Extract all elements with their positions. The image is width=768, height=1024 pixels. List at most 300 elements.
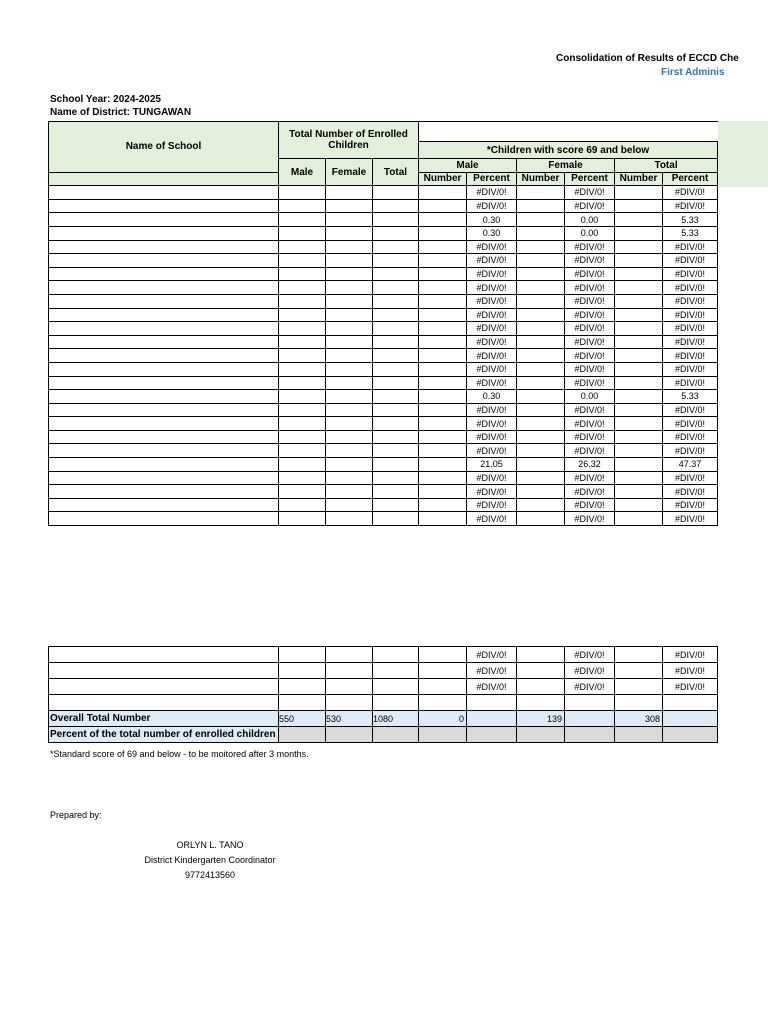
table-cell [419,186,467,200]
male-percent-header: Percent [467,172,517,186]
table-cell [326,226,373,240]
table-cell [419,663,467,679]
percent-cell: #DIV/0! [663,498,718,512]
table-cell [326,240,373,254]
table-cell [326,444,373,458]
table-row [49,417,718,431]
prepared-by-label: Prepared by: [50,810,102,820]
table-row [49,213,718,227]
sub-male-header: Male [419,159,517,173]
table-cell [373,362,419,376]
percent-cell: #DIV/0! [663,281,718,295]
pct-cell [615,727,663,743]
table-row [49,349,718,363]
table-cell [419,695,467,711]
pct-cell [279,727,326,743]
table-cell [419,444,467,458]
percent-cell: #DIV/0! [663,417,718,431]
percent-cell: #DIV/0! [565,403,615,417]
table-cell [373,485,419,499]
percent-cell: #DIV/0! [565,254,615,268]
table-cell [517,679,565,695]
table-cell [419,430,467,444]
table-cell [279,254,326,268]
percent-cell [663,695,718,711]
percent-cell: #DIV/0! [565,679,615,695]
sub-female-header: Female [517,159,615,173]
percent-cell: #DIV/0! [663,376,718,390]
table-row [49,240,718,254]
table-cell [279,390,326,404]
table-cell [419,647,467,663]
table-cell [615,322,663,336]
table-cell [517,647,565,663]
percent-cell: #DIV/0! [467,267,517,281]
percent-cell: #DIV/0! [663,308,718,322]
table-cell [326,213,373,227]
percent-cell: #DIV/0! [467,417,517,431]
enrolled-children-header: Total Number of Enrolled Children [279,122,419,159]
percent-cell: #DIV/0! [565,294,615,308]
table-cell [517,390,565,404]
table-cell [326,679,373,695]
table-cell [279,213,326,227]
total-number-header: Number [615,172,663,186]
table-cell [279,308,326,322]
table-row [49,376,718,390]
percent-cell: #DIV/0! [565,186,615,200]
table-cell [615,362,663,376]
name-of-school-header: Name of School [49,122,279,173]
table-cell [517,294,565,308]
table-cell [279,281,326,295]
table-cell [279,647,326,663]
table-cell [279,417,326,431]
percent-cell: #DIV/0! [663,362,718,376]
table-row [49,430,718,444]
pct-cell [326,727,373,743]
percent-cell: #DIV/0! [467,403,517,417]
table-cell [517,199,565,213]
percent-cell: #DIV/0! [663,199,718,213]
table-row [49,444,718,458]
school-name-cell [49,322,279,336]
percent-cell: 26.32 [565,458,615,472]
table-row [49,362,718,376]
male-header: Male [279,159,326,186]
table-cell [419,349,467,363]
total-female-percent-cell [565,711,615,727]
percent-enrolled-label: Percent of the total number of enrolled children [49,727,279,743]
table-cell [326,349,373,363]
table-cell [279,322,326,336]
table-row [49,663,718,679]
table-row [49,294,718,308]
male-number-header: Number [419,172,467,186]
table-cell [419,213,467,227]
school-name-cell [49,349,279,363]
table-cell [326,199,373,213]
school-name-cell [49,403,279,417]
percent-cell: #DIV/0! [663,335,718,349]
school-name-cell [49,240,279,254]
percent-cell: #DIV/0! [467,362,517,376]
table-cell [419,498,467,512]
table-row [49,281,718,295]
table-row [49,199,718,213]
percent-cell: #DIV/0! [565,430,615,444]
percent-cell: #DIV/0! [467,294,517,308]
percent-cell: #DIV/0! [663,349,718,363]
table-row [49,647,718,663]
percent-cell: #DIV/0! [467,679,517,695]
percent-cell: #DIV/0! [467,240,517,254]
percent-cell: #DIV/0! [663,186,718,200]
header-fill-extension [717,121,768,187]
pct-cell [663,727,718,743]
table-cell [326,335,373,349]
table-cell [615,335,663,349]
table-cell [326,485,373,499]
table-cell [517,512,565,526]
table-cell [615,417,663,431]
percent-cell: #DIV/0! [663,322,718,336]
table-cell [419,294,467,308]
percent-cell: #DIV/0! [467,512,517,526]
school-name-cell [49,186,279,200]
school-year: School Year: 2024-2025 [50,94,161,105]
table-cell [517,403,565,417]
table-cell [615,430,663,444]
percent-cell: #DIV/0! [467,444,517,458]
table-cell [419,226,467,240]
score-group-header: *Children with score 69 and below [419,142,718,159]
percent-cell: #DIV/0! [663,663,718,679]
table-cell [373,444,419,458]
table-cell [373,512,419,526]
percent-cell: #DIV/0! [663,430,718,444]
table-cell [373,430,419,444]
table-cell [373,335,419,349]
percent-cell: #DIV/0! [663,485,718,499]
school-name-cell [49,679,279,695]
percent-cell [565,695,615,711]
school-name-cell [49,308,279,322]
table-cell [615,485,663,499]
percent-cell: #DIV/0! [663,254,718,268]
table-cell [279,199,326,213]
table-cell [326,186,373,200]
table-cell [615,213,663,227]
percent-cell: #DIV/0! [467,199,517,213]
school-name-cell [49,498,279,512]
percent-cell: 0.30 [467,390,517,404]
table-cell [517,458,565,472]
total-female-number-cell: 139 [517,711,565,727]
percent-cell: #DIV/0! [663,679,718,695]
table-cell [279,679,326,695]
table-cell [615,308,663,322]
table-cell [373,471,419,485]
table-cell [373,186,419,200]
table-row [49,267,718,281]
table-cell [326,294,373,308]
table-cell [279,485,326,499]
percent-cell: #DIV/0! [467,186,517,200]
total-header: Total [373,159,419,186]
percent-cell: #DIV/0! [565,417,615,431]
table-cell [279,512,326,526]
signatory-position: District Kindergarten Coordinator [144,855,276,865]
percent-cell: #DIV/0! [565,362,615,376]
name-spacer-cell [49,172,279,186]
table-cell [419,267,467,281]
signatory-phone: 9772413560 [184,870,236,880]
table-cell [517,498,565,512]
school-name-cell [49,695,279,711]
school-name-cell [49,254,279,268]
table-row [49,458,718,472]
percent-cell: #DIV/0! [467,485,517,499]
table-cell [517,471,565,485]
school-name-cell [49,376,279,390]
percent-cell: #DIV/0! [663,240,718,254]
total-female-cell: 530 [326,711,373,727]
table-cell [279,403,326,417]
percent-cell: #DIV/0! [565,349,615,363]
results-table [48,121,718,526]
percent-cell: 5.33 [663,213,718,227]
table-cell [615,390,663,404]
table-cell [419,417,467,431]
percent-cell: #DIV/0! [467,430,517,444]
table-cell [279,335,326,349]
percent-cell: #DIV/0! [565,471,615,485]
percent-cell: #DIV/0! [467,254,517,268]
pct-cell [467,727,517,743]
table-row [49,322,718,336]
table-cell [373,647,419,663]
table-cell [615,679,663,695]
percent-cell: #DIV/0! [565,281,615,295]
percent-cell: 5.33 [663,390,718,404]
school-name-cell [49,663,279,679]
table-row [49,335,718,349]
school-name-cell [49,647,279,663]
table-row [49,226,718,240]
table-cell [615,663,663,679]
table-cell [279,458,326,472]
pct-cell [565,727,615,743]
percent-cell: 0.00 [565,213,615,227]
table-cell [615,294,663,308]
table-row [49,254,718,268]
percent-cell: #DIV/0! [663,267,718,281]
footnote: *Standard score of 69 and below - to be moitored after 3 months. [50,749,309,759]
female-percent-header: Percent [565,172,615,186]
table-cell [326,663,373,679]
percent-cell: #DIV/0! [467,663,517,679]
table-cell [373,294,419,308]
table-cell [419,679,467,695]
table-cell [615,444,663,458]
total-male-percent-cell [467,711,517,727]
total-total-number-cell: 308 [615,711,663,727]
table-cell [373,695,419,711]
total-total-cell: 1080 [373,711,419,727]
table-cell [326,403,373,417]
percent-cell: #DIV/0! [663,647,718,663]
percent-cell: 0.30 [467,226,517,240]
table-cell [419,390,467,404]
overall-total-label: Overall Total Number [49,711,279,727]
percent-cell: #DIV/0! [565,647,615,663]
table-row [49,308,718,322]
table-cell [419,335,467,349]
table-cell [373,254,419,268]
table-cell [326,362,373,376]
table-cell [615,349,663,363]
table-cell [326,267,373,281]
table-cell [373,376,419,390]
table-cell [615,281,663,295]
percent-cell: #DIV/0! [565,322,615,336]
results-table-lower [48,646,718,743]
table-cell [615,471,663,485]
school-name-cell [49,417,279,431]
table-cell [517,213,565,227]
school-name-cell [49,199,279,213]
school-name-cell [49,458,279,472]
table-cell [279,226,326,240]
sub-total-header: Total [615,159,718,173]
percent-cell: #DIV/0! [467,376,517,390]
table-cell [419,376,467,390]
table-row [49,512,718,526]
total-male-number-cell: 0 [419,711,467,727]
table-row [49,695,718,711]
percent-cell: #DIV/0! [467,498,517,512]
table-cell [419,308,467,322]
table-cell [517,485,565,499]
table-cell [279,498,326,512]
table-cell [326,647,373,663]
table-cell [326,254,373,268]
table-cell [326,498,373,512]
table-cell [326,308,373,322]
percent-cell [467,695,517,711]
table-cell [373,213,419,227]
table-cell [517,430,565,444]
table-cell [279,362,326,376]
table-cell [373,240,419,254]
percent-cell: #DIV/0! [663,471,718,485]
table-cell [419,485,467,499]
school-name-cell [49,281,279,295]
table-cell [373,322,419,336]
percent-cell: #DIV/0! [565,485,615,499]
signatory-name: ORLYN L. TANO [176,840,244,850]
total-total-percent-cell [663,711,718,727]
table-cell [419,362,467,376]
percent-cell: #DIV/0! [467,647,517,663]
percent-cell: 0.00 [565,226,615,240]
percent-cell: #DIV/0! [565,240,615,254]
table-cell [373,199,419,213]
table-cell [373,498,419,512]
school-name-cell [49,267,279,281]
percent-cell: #DIV/0! [467,349,517,363]
table-cell [373,308,419,322]
table-cell [373,679,419,695]
table-cell [615,226,663,240]
report-subtitle: First Adminis [661,67,725,78]
table-cell [279,471,326,485]
table-cell [517,186,565,200]
table-cell [279,294,326,308]
table-cell [517,349,565,363]
school-name-cell [49,485,279,499]
district-name: Name of District: TUNGAWAN [50,107,192,118]
table-cell [615,647,663,663]
percent-cell: #DIV/0! [565,335,615,349]
table-cell [373,663,419,679]
percent-cell: #DIV/0! [565,376,615,390]
school-name-cell [49,430,279,444]
pct-cell [419,727,467,743]
table-cell [279,695,326,711]
table-cell [279,663,326,679]
table-cell [517,695,565,711]
table-cell [326,695,373,711]
table-cell [326,390,373,404]
table-row [49,390,718,404]
percent-cell: 0.30 [467,213,517,227]
percent-cell: #DIV/0! [565,444,615,458]
table-cell [517,376,565,390]
table-cell [373,281,419,295]
table-cell [326,512,373,526]
total-percent-header: Percent [663,172,718,186]
table-cell [373,267,419,281]
percent-cell: 47.37 [663,458,718,472]
pct-cell [373,727,419,743]
table-cell [326,458,373,472]
table-cell [326,376,373,390]
table-cell [517,267,565,281]
table-cell [419,403,467,417]
table-cell [615,267,663,281]
percent-cell: #DIV/0! [467,281,517,295]
table-cell [279,349,326,363]
table-cell [419,199,467,213]
table-row [49,498,718,512]
table-cell [279,267,326,281]
table-cell [326,430,373,444]
female-header: Female [326,159,373,186]
table-cell [373,226,419,240]
percent-cell: #DIV/0! [565,199,615,213]
header-blank-cell [419,122,718,142]
table-cell [279,240,326,254]
percent-cell: #DIV/0! [565,498,615,512]
school-name-cell [49,512,279,526]
table-cell [373,417,419,431]
percent-cell: #DIV/0! [467,335,517,349]
percent-cell: #DIV/0! [565,663,615,679]
table-cell [373,458,419,472]
school-name-cell [49,213,279,227]
